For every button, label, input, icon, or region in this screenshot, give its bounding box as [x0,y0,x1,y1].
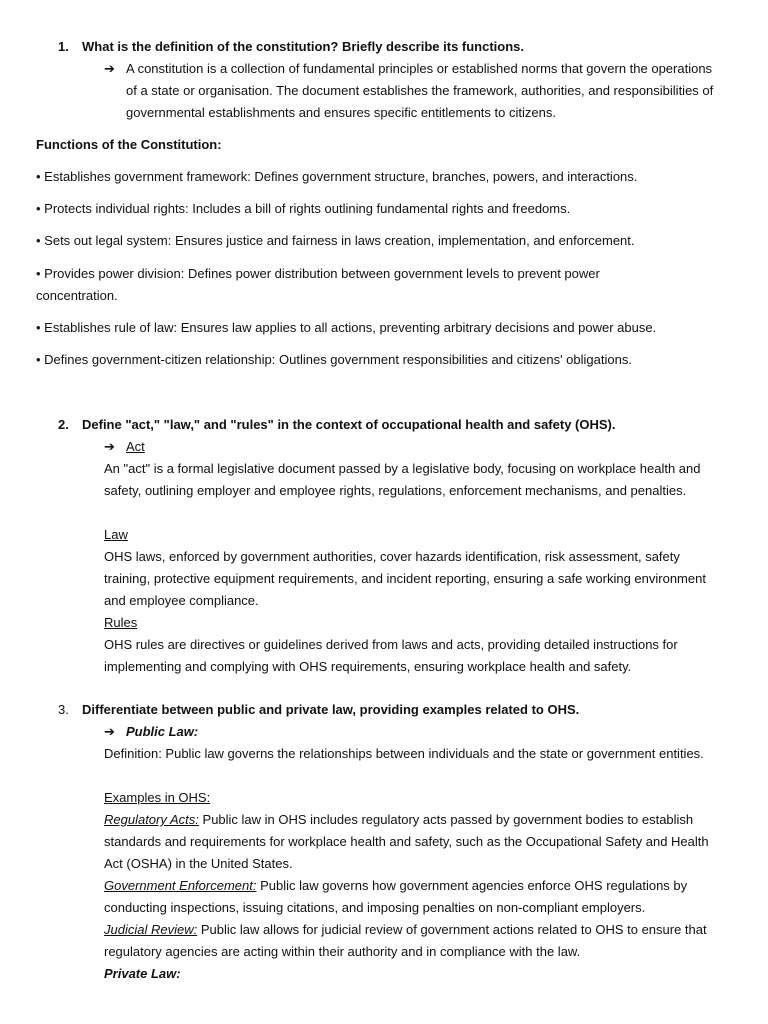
rules-definition: OHS rules are directives or guidelines derived from laws and acts, providing detailed instructions for implementing and complying with OHS requirements, ensuring workplace health and safety. [104,637,678,674]
arrow-icon: ➔ [104,61,115,76]
act-definition: An "act" is a formal legislative document passed by a legislative body, focusing on workplace health and safety, outlining employer and employee rights, regulations, enforcement mechanisms, and penalties. [104,461,701,498]
arrow-icon: ➔ [104,724,115,739]
example-text: Public law allows for judicial review of government actions related to OHS to ensure that regulatory agencies are acting within their authority and in compliance with the law. [104,922,707,959]
answer-1-text: A constitution is a collection of fundamental principles or established norms that govern the operations of a state or organisation. The document establishes the framework, authorities, and responsibilities of governmental establishments and ensures specific entitlements to citizens. [126,61,714,120]
example-text: Public law in OHS includes regulatory acts passed by government bodies to establish standards and requirements for workplace health and safety, such as the Occupational Safety and Health Act (OSHA) in the United States. [104,812,709,871]
law-label: Law [104,527,128,542]
question-1-number: 1. [58,39,69,54]
public-law-definition: Definition: Public law governs the relationships between individuals and the state or government entities. [104,746,704,761]
private-law-label: Private Law: [104,966,181,981]
act-label: Act [126,439,145,454]
law-definition: OHS laws, enforced by government authorities, cover hazards identification, risk assessment, safety training, protective equipment requirements, and incident reporting, ensuring a safe working environment and employee compliance. [104,549,706,608]
answer-1 [104,58,724,124]
question-1-text: What is the definition of the constitution? Briefly describe its functions. [82,39,525,54]
example-text: Public law governs how government agencies enforce OHS regulations by conducting inspections, issuing citations, and imposing penalties on non-compliant employers. [104,878,688,915]
question-3-number: 3. [58,702,69,717]
function-item: • Establishes government framework: Defines government structure, branches, powers, and interactions. [36,169,638,184]
function-item: • Protects individual rights: Includes a bill of rights outlining fundamental rights and freedoms. [36,201,571,216]
example-judicial-review [104,919,724,963]
question-2-text: Define "act," "law," and "rules" in the context of occupational health and safety (OHS). [82,417,616,432]
function-item: • Sets out legal system: Ensures justice and fairness in laws creation, implementation, and enforcement. [36,233,635,248]
function-item: • Defines government-citizen relationship: Outlines government responsibilities and citizens' obligations. [36,352,632,367]
question-3 [58,700,738,720]
rules-label: Rules [104,615,138,630]
question-2-number: 2. [58,417,69,432]
function-item: • Establishes rule of law: Ensures law applies to all actions, preventing arbitrary decisions and power abuse. [36,320,657,335]
public-law-label: Public Law: [126,724,199,739]
question-3-text: Differentiate between public and private law, providing examples related to OHS. [82,702,580,717]
example-label: Government Enforcement: [104,878,257,893]
example-label: Judicial Review: [104,922,198,937]
functions-heading: Functions of the Constitution: [36,137,222,152]
function-item: • Provides power division: Defines power distribution between government levels to prevent power concentration. [36,266,600,303]
examples-label: Examples in OHS: [104,790,211,805]
example-government-enforcement [104,875,724,919]
public-law-heading-row [104,721,724,743]
question-1 [58,37,738,57]
act-heading-row [104,436,724,458]
example-regulatory-acts [104,809,724,875]
example-label: Regulatory Acts: [104,812,199,827]
question-2 [58,415,738,435]
arrow-icon: ➔ [104,439,115,454]
